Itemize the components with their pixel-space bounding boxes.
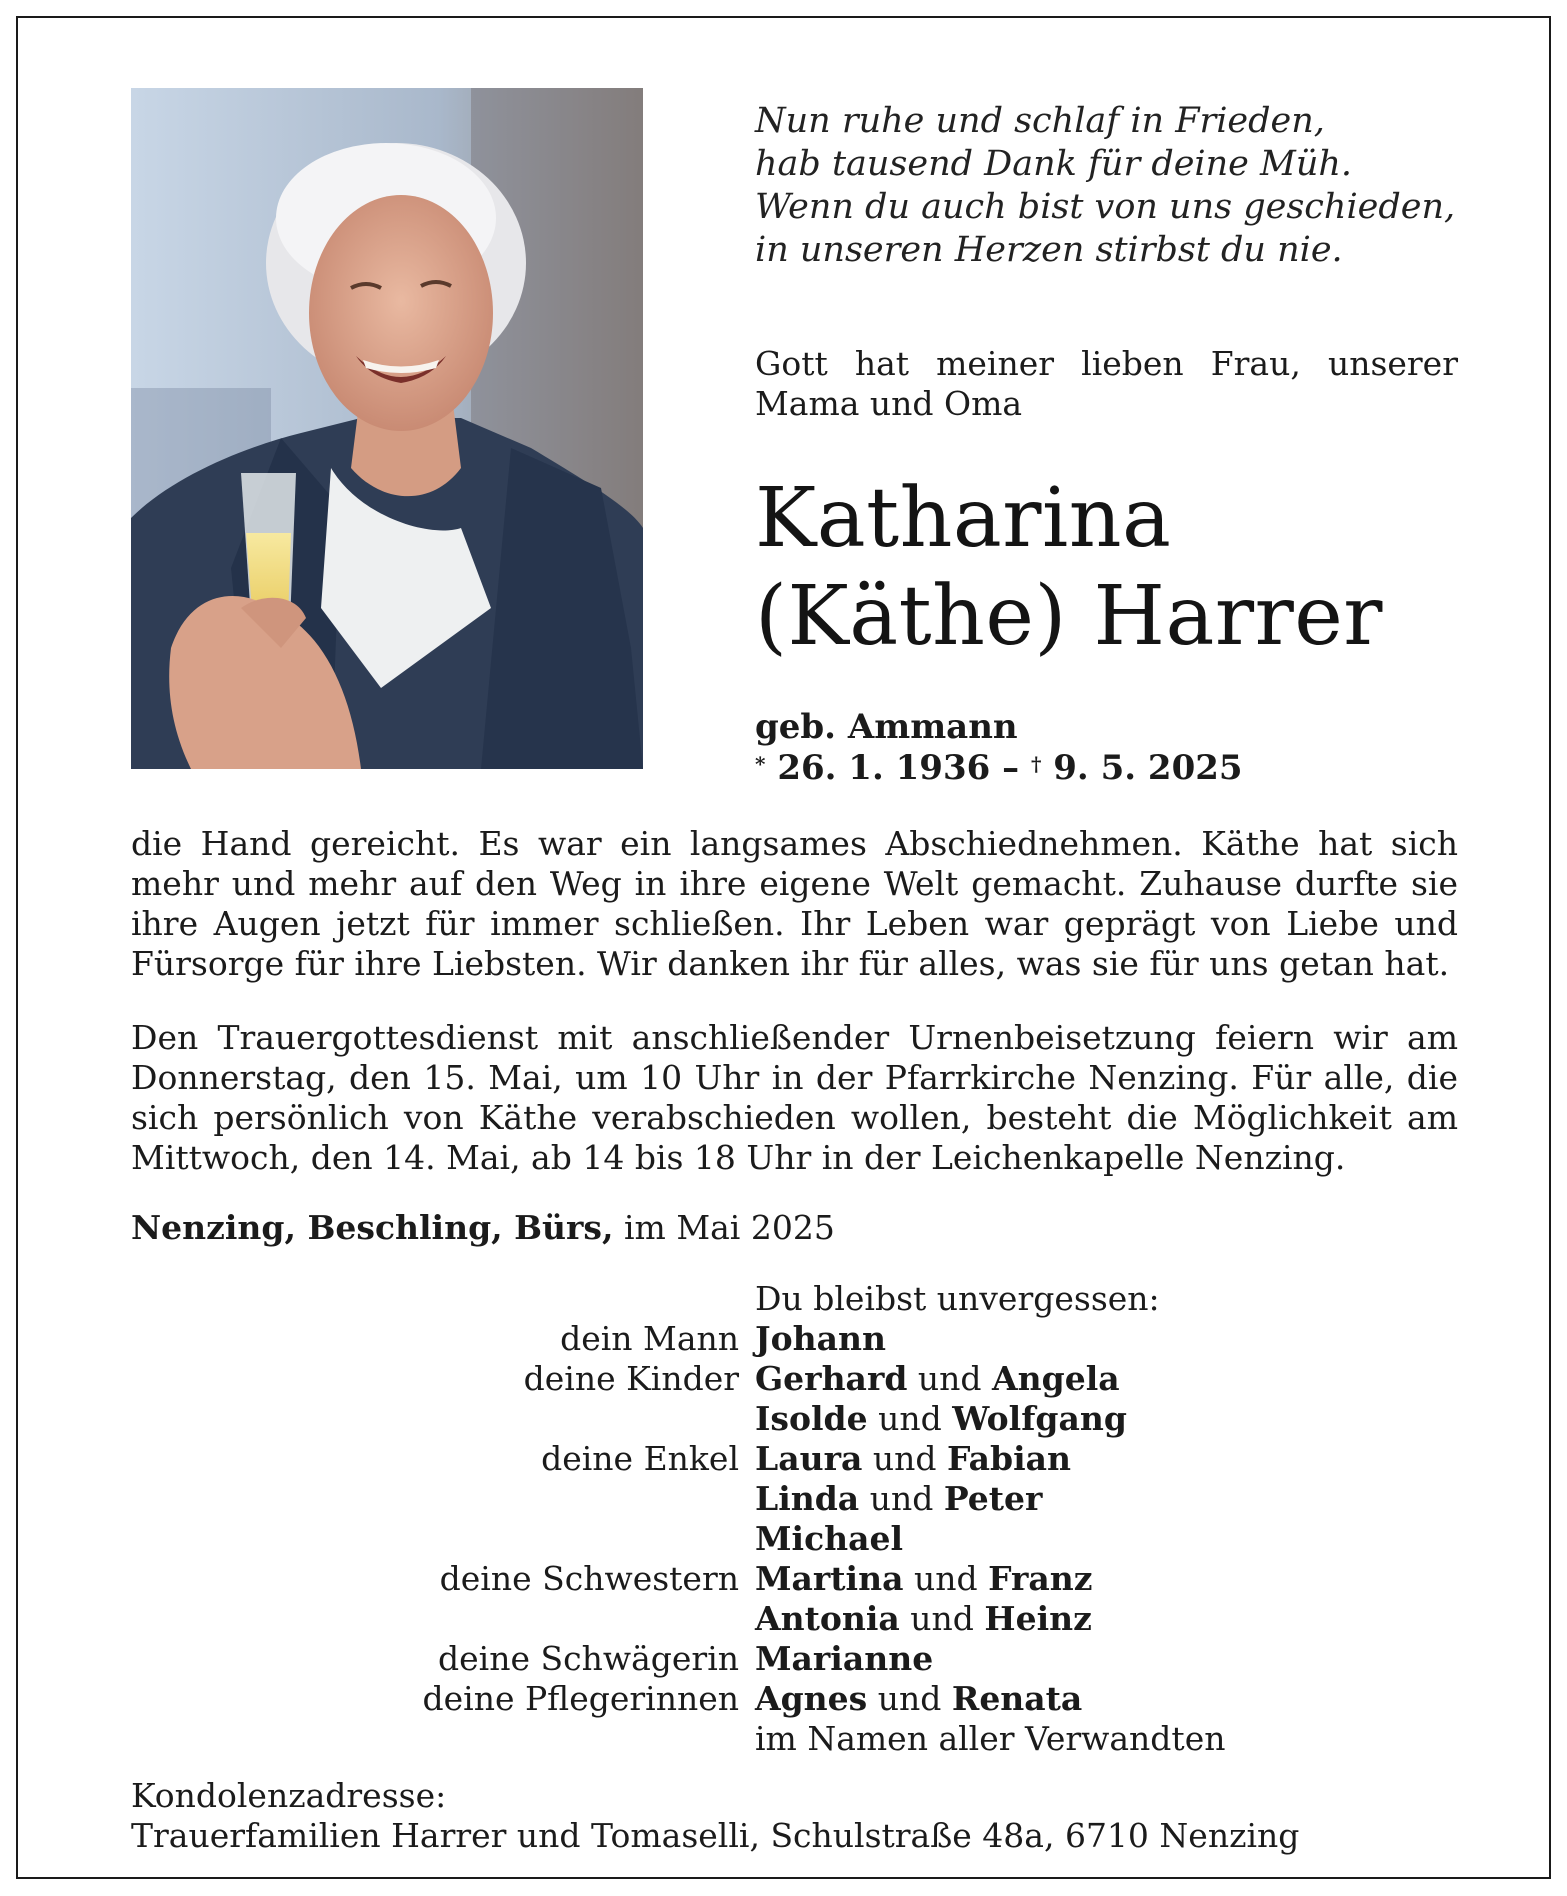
mourner-names bbox=[755, 1559, 1092, 1599]
mourner-row bbox=[18, 1479, 1553, 1519]
mourner-row bbox=[18, 1319, 1553, 1359]
announcement-paragraph: die Hand gereicht. Es war ein langsames Abschiednehmen. Käthe hat sich mehr und mehr auf den Weg in ihre eigene Welt gemacht. Zuhause durfte sie ihre Augen jetzt für immer schließen. Ihr Leben war geprägt von Liebe und Fürsorge für ihre Liebsten. Wir danken ihr für alles, was sie für uns getan hat. bbox=[131, 824, 1458, 983]
death-date: 9. 5. 2025 bbox=[1053, 748, 1243, 788]
mourner-name: Agnes bbox=[755, 1679, 868, 1718]
mourner-name: Marianne bbox=[755, 1639, 934, 1678]
mourner-name: Heinz bbox=[984, 1599, 1092, 1638]
mourner-name: Renata bbox=[951, 1679, 1083, 1718]
mourner-name: Wolfgang bbox=[952, 1399, 1127, 1438]
mourner-relation: deine Schwägerin bbox=[438, 1639, 739, 1678]
mourner-row bbox=[18, 1439, 1553, 1479]
mourner-names bbox=[755, 1639, 933, 1679]
mourner-names bbox=[755, 1479, 1042, 1519]
condolence-label: Kondolenzadresse: bbox=[131, 1776, 447, 1815]
name-line-1: Katharina bbox=[755, 471, 1172, 566]
life-dates bbox=[755, 748, 1243, 788]
mourner-relation: deine Pflegerinnen bbox=[422, 1679, 739, 1718]
mourner-name: Angela bbox=[992, 1359, 1120, 1398]
deceased-name bbox=[755, 470, 1475, 666]
birth-name: geb. Ammann bbox=[755, 707, 1018, 747]
mourner-name: Peter bbox=[943, 1479, 1043, 1518]
mourner-row bbox=[18, 1639, 1553, 1679]
birth-star-icon: * bbox=[755, 752, 766, 776]
mourner-name: Antonia bbox=[755, 1599, 900, 1638]
mourner-row bbox=[18, 1719, 1553, 1759]
mourner-names bbox=[755, 1359, 1120, 1399]
mourner-row bbox=[18, 1519, 1553, 1559]
poem-line: in unseren Herzen stirbst du nie. bbox=[755, 230, 1343, 270]
mourner-conjunction: und bbox=[910, 1599, 974, 1638]
poem bbox=[755, 100, 1495, 272]
mourner-name: Johann bbox=[755, 1319, 886, 1358]
condolence-address: Trauerfamilien Harrer und Tomaselli, Schulstraße 48a, 6710 Nenzing bbox=[131, 1816, 1300, 1855]
mourner-name: Franz bbox=[988, 1559, 1093, 1598]
mourner-names bbox=[755, 1439, 1071, 1479]
mourner-conjunction: und bbox=[917, 1359, 982, 1398]
poem-line: Wenn du auch bist von uns geschieden, bbox=[755, 187, 1456, 227]
month-year: im Mai 2025 bbox=[623, 1208, 835, 1247]
obituary-page bbox=[16, 16, 1551, 1879]
portrait-illustration bbox=[131, 88, 643, 769]
mourner-name: Gerhard bbox=[755, 1359, 908, 1398]
places: Nenzing, Beschling, Bürs, bbox=[131, 1208, 614, 1247]
mourner-relation: dein Mann bbox=[560, 1319, 739, 1358]
mourner-conjunction: und bbox=[872, 1439, 937, 1478]
date-separator: – bbox=[1002, 748, 1020, 788]
mourner-names bbox=[755, 1519, 903, 1559]
mourner-names bbox=[755, 1679, 1082, 1719]
intro-text: Gott hat meiner lieben Frau, unserer Mama und Oma bbox=[755, 344, 1458, 423]
birth-date: 26. 1. 1936 bbox=[777, 748, 991, 788]
condolence-address-block bbox=[131, 1776, 1299, 1856]
mourners-list bbox=[18, 1319, 1553, 1759]
mourner-conjunction: und bbox=[913, 1559, 978, 1598]
mourner-row bbox=[18, 1559, 1553, 1599]
mourners-heading: Du bleibst unvergessen: bbox=[755, 1279, 1160, 1318]
mourner-relation: deine Schwestern bbox=[439, 1559, 739, 1598]
mourner-name: Linda bbox=[755, 1479, 860, 1518]
mourner-relation: deine Kinder bbox=[523, 1359, 739, 1398]
mourner-names bbox=[755, 1319, 886, 1359]
mourner-row bbox=[18, 1359, 1553, 1399]
poem-line: hab tausend Dank für deine Müh. bbox=[755, 144, 1353, 184]
relatives-line: im Namen aller Verwandten bbox=[755, 1719, 1226, 1758]
mourner-row bbox=[18, 1599, 1553, 1639]
mourner-names bbox=[755, 1399, 1127, 1439]
mourner-names bbox=[755, 1599, 1092, 1639]
mourner-relation: deine Enkel bbox=[541, 1439, 739, 1478]
mourner-conjunction: und bbox=[877, 1679, 942, 1718]
service-paragraph: Den Trauergottesdienst mit anschließender Urnenbeisetzung feiern wir am Donnerstag, den 15. Mai, um 10 Uhr in der Pfarrkirche Nenzing. Für alle, die sich persönlich von Käthe verabschieden wollen, besteht die Möglichkeit am Mittwoch, den 14. Mai, ab 14 bis 18 Uhr in der Leichenkapelle Nenzing. bbox=[131, 1018, 1458, 1177]
mourner-conjunction: und bbox=[869, 1479, 934, 1518]
mourner-name: Michael bbox=[755, 1519, 904, 1558]
mourner-conjunction: und bbox=[878, 1399, 942, 1438]
mourner-row bbox=[18, 1399, 1553, 1439]
mourner-row bbox=[18, 1679, 1553, 1719]
portrait-photo bbox=[131, 88, 643, 769]
name-line-2: (Käthe) Harrer bbox=[755, 569, 1384, 664]
mourner-name: Isolde bbox=[755, 1399, 868, 1438]
place-and-date bbox=[131, 1208, 835, 1248]
mourner-name: Martina bbox=[755, 1559, 904, 1598]
mourner-name: Laura bbox=[755, 1439, 863, 1478]
poem-line: Nun ruhe und schlaf in Frieden, bbox=[755, 101, 1325, 141]
death-cross-icon: † bbox=[1030, 752, 1042, 776]
mourner-name: Fabian bbox=[947, 1439, 1071, 1478]
